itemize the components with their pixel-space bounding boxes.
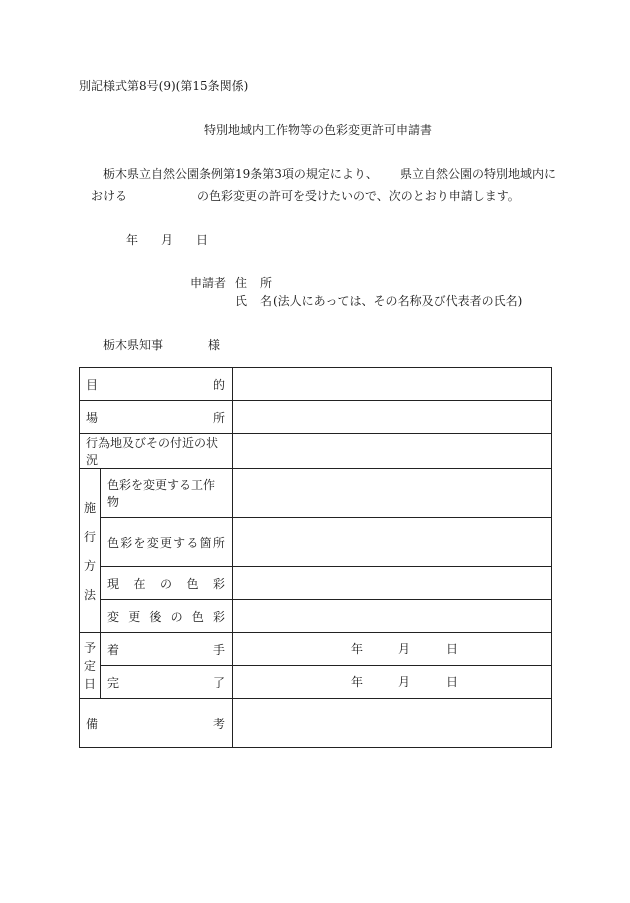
finish-year-label: 年: [351, 675, 364, 689]
row-method-current: [80, 567, 552, 600]
addressee-honorific: 様: [208, 338, 221, 352]
row-start: [80, 633, 552, 666]
date-month: 月: [161, 233, 174, 247]
method-structure-field[interactable]: [233, 469, 552, 518]
row-site-status: [80, 434, 552, 469]
document-title: 特別地域内工作物等の色彩変更許可申請書: [204, 123, 433, 137]
name-note: (法人にあっては、その名称及び代表者の氏名): [273, 294, 523, 308]
row-method-after: [80, 600, 552, 633]
start-label: 着 手: [101, 633, 233, 666]
application-table: [79, 367, 552, 748]
row-method-part: [80, 518, 552, 567]
method-after-field[interactable]: [233, 600, 552, 633]
place-field[interactable]: [233, 401, 552, 434]
start-month-label: 月: [398, 642, 411, 656]
purpose-field[interactable]: [233, 368, 552, 401]
finish-date-field[interactable]: [233, 666, 552, 699]
address-label-1: 住: [235, 276, 248, 290]
addressee-name: 栃木県知事: [103, 338, 164, 352]
start-year-label: 年: [351, 642, 364, 656]
date-year: 年: [126, 233, 139, 247]
method-group-label: 施 行 方 法: [80, 469, 101, 633]
body-line2-part2: の色彩変更の許可を受けたいので、次のとおり申請します。: [197, 189, 520, 203]
finish-day-label: 日: [446, 675, 459, 689]
row-finish: [80, 666, 552, 699]
row-remarks: [80, 699, 552, 748]
name-label-2: 名: [260, 294, 273, 308]
purpose-label: 目 的: [80, 368, 233, 401]
site-status-label: 行為地及びその付近の状況: [80, 434, 233, 469]
method-part-label: 色 彩 を 変 更 す る 箇 所: [101, 518, 233, 567]
start-day-label: 日: [446, 642, 459, 656]
site-status-field[interactable]: [233, 434, 552, 469]
method-structure-label: 色彩を変更する工作物: [101, 469, 233, 518]
method-part-field[interactable]: [233, 518, 552, 567]
body-line1-part1: 栃木県立自然公園条例第19条第3項の規定により、: [103, 167, 378, 181]
start-date-field[interactable]: [233, 633, 552, 666]
row-place: [80, 401, 552, 434]
form-number: 別記様式第8号(9)(第15条関係): [79, 79, 249, 93]
name-label-1: 氏: [235, 294, 248, 308]
row-purpose: [80, 368, 552, 401]
remarks-field[interactable]: [233, 699, 552, 748]
row-method-structure: [80, 469, 552, 518]
body-line2-part1: おける: [91, 189, 128, 203]
method-current-label: 現 在 の 色 彩: [101, 567, 233, 600]
place-label: 場 所: [80, 401, 233, 434]
date-day: 日: [196, 233, 209, 247]
applicant-label: 申請者: [190, 276, 227, 290]
finish-label: 完 了: [101, 666, 233, 699]
schedule-group-label: 予 定 日: [80, 633, 101, 699]
finish-month-label: 月: [398, 675, 411, 689]
address-label-2: 所: [260, 276, 273, 290]
body-line1-part2: 県立自然公園の特別地域内に: [400, 167, 557, 181]
remarks-label: 備 考: [80, 699, 233, 748]
method-current-field[interactable]: [233, 567, 552, 600]
method-after-label: 変 更 後 の 色 彩: [101, 600, 233, 633]
